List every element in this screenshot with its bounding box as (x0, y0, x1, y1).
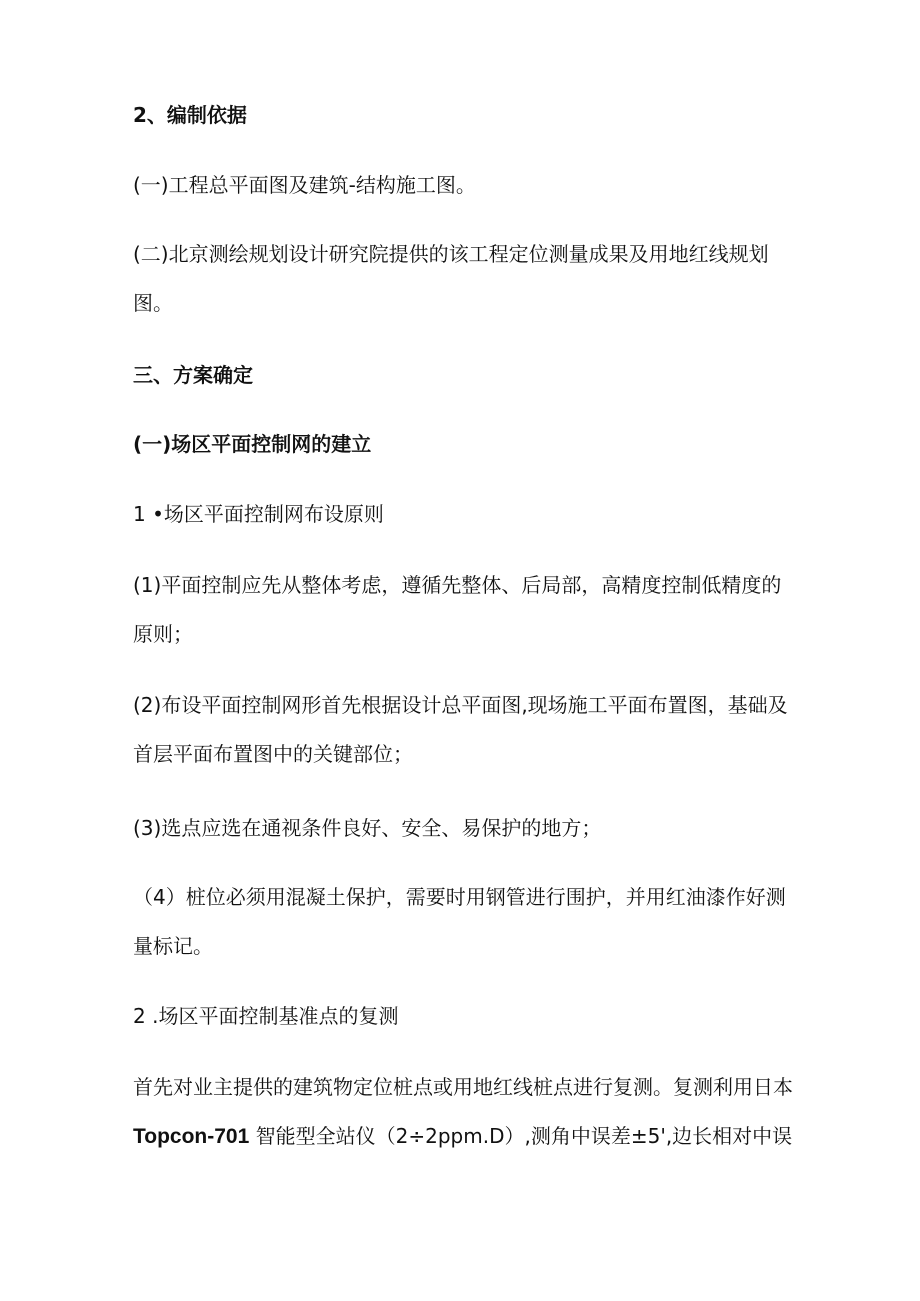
section-heading-basis: 2、编制依据 (133, 103, 247, 127)
rule-2-line-1: (2)布设平面控制网形首先根据设计总平面图,现场施工平面布置图，基础及 (133, 693, 788, 717)
point-2-title: 2 .场区平面控制基准点的复测 (133, 1004, 399, 1028)
rule-4-line-1: （4）桩位必须用混凝土保护，需要时用钢管进行围护，并用红油漆作好测 (133, 885, 786, 909)
rule-4-line-2: 量标记。 (133, 934, 213, 958)
basis-item-1: (一)工程总平面图及建筑-结构施工图。 (133, 173, 476, 197)
basis-item-2-line-1: (二)北京测绘规划设计研究院提供的该工程定位测量成果及用地红线规划 (133, 242, 769, 266)
rule-2-line-2: 首层平面布置图中的关键部位； (133, 742, 413, 766)
rule-1-line-2: 原则； (133, 622, 193, 646)
paragraph-line-2-rest: 智能型全站仪（2÷2ppm.D）,测角中误差±5',边长相对中误 (249, 1124, 793, 1148)
paragraph-line-2 (133, 1122, 798, 1151)
paragraph-line-1: 首先对业主提供的建筑物定位桩点或用地红线桩点进行复测。复测利用日本 (133, 1075, 793, 1099)
rule-1-line-1: (1)平面控制应先从整体考虑，遵循先整体、后局部，高精度控制低精度的 (133, 573, 782, 597)
rule-3: (3)选点应选在通视条件良好、安全、易保护的地方； (133, 816, 602, 840)
basis-item-2-line-2: 图。 (133, 291, 173, 315)
section-heading-plan: 三、方案确定 (133, 363, 253, 387)
instrument-model: Topcon-701 (133, 1125, 250, 1148)
point-1-title: 1 •场区平面控制网布设原则 (133, 502, 384, 526)
subheading-control-network: (一)场区平面控制网的建立 (133, 432, 372, 456)
